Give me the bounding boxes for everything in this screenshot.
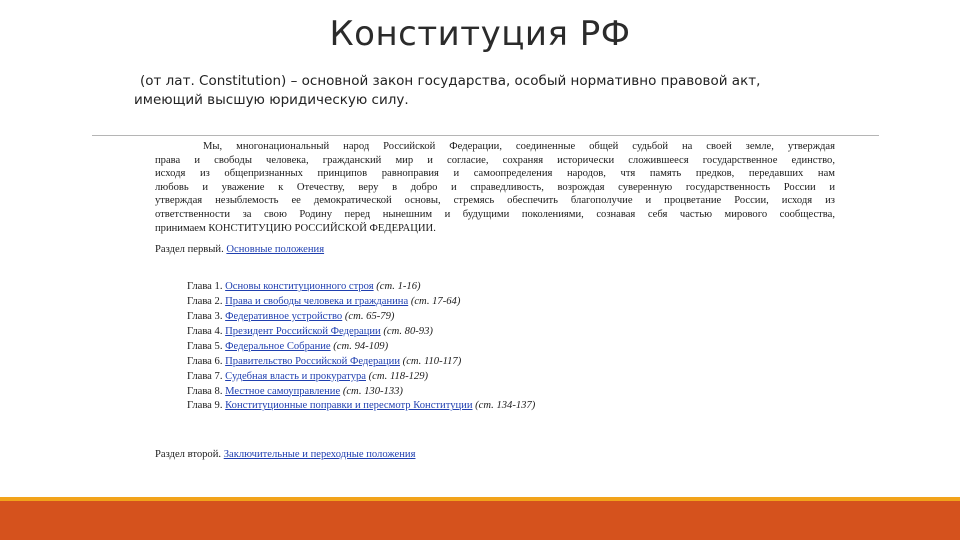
chapter-link[interactable]: Судебная власть и прокуратура [225,370,366,382]
chapter-link[interactable]: Конституционные поправки и пересмотр Конституции [225,400,473,412]
preamble-line: утверждая незыблемость ее демократической основы, стремясь обеспечить благополучие и процветание России, исходя из [155,195,835,207]
preamble-line: исходя из общепризнанных принципов равноправия и самоопределения народов, чтя память предков, передавших нам [155,168,835,180]
chapter-item [187,310,835,325]
chapter-range: (ст. 94-109) [333,340,389,352]
constitution-scan [155,140,835,462]
chapter-range: (ст. 118-129) [368,370,429,382]
chapter-item [187,295,835,310]
chapter-range: (ст. 65-79) [344,310,395,322]
chapter-link[interactable]: Местное самоуправление [225,385,341,397]
chapter-range: (ст. 130-133) [342,385,403,397]
chapter-range: (ст. 17-64) [410,296,461,308]
chapter-prefix: Глава 5. [187,340,223,352]
section-one [155,243,835,257]
section-two [155,448,835,462]
preamble-line: ответственности за свою Родину перед нынешним и будущими поколениями, сознавая себя частью мирового сообщества, [155,208,835,220]
chapter-item [187,399,835,414]
preamble-line: любовь и уважение к Отечеству, веру в добро и справедливость, возрождая суверенную государственность России и [155,181,835,193]
chapter-link[interactable]: Федеративное устройство [225,310,343,322]
section-prefix: Раздел второй. [155,449,222,461]
preamble-line: права и свободы человека, гражданский мир и согласие, сохраняя исторически сложившееся государственное единство, [155,154,835,166]
chapter-prefix: Глава 6. [187,355,223,367]
chapter-prefix: Глава 2. [187,296,223,308]
chapter-prefix: Глава 7. [187,370,223,382]
preamble [155,140,835,235]
chapter-link[interactable]: Президент Российской Федерации [225,325,381,337]
chapter-prefix: Глава 3. [187,310,223,322]
definition-line: имеющий высшую юридическую силу. [134,92,409,108]
chapter-item [187,385,835,400]
chapter-item [187,280,835,295]
chapter-list [187,280,835,414]
chapter-prefix: Глава 1. [187,281,223,293]
section-two-link[interactable]: Заключительные и переходные положения [223,449,416,461]
section-one-link[interactable]: Основные положения [226,244,325,256]
chapter-link[interactable]: Федеральное Собрание [225,340,331,352]
chapter-item [187,325,835,340]
section-prefix: Раздел первый. [155,244,224,256]
chapter-range: (ст. 134-137) [475,400,536,412]
chapter-prefix: Глава 9. [187,400,223,412]
chapter-range: (ст. 80-93) [383,325,433,337]
slide-title: Конституция РФ [329,14,631,54]
footer-bar [0,501,960,540]
chapter-link[interactable]: Права и свободы человека и гражданина [225,296,409,308]
preamble-line: Мы, многонациональный народ Российской Федерации, соединенные общей судьбой на своей земле, утверждая [203,141,835,152]
chapter-item [187,355,835,370]
chapter-range: (ст. 1-16) [376,281,421,293]
preamble-line: принимаем КОНСТИТУЦИЮ РОССИЙСКОЙ ФЕДЕРАЦИИ. [155,222,436,234]
chapter-link[interactable]: Правительство Российской Федерации [225,355,401,367]
definition-text [134,72,854,110]
definition-line: (от лат. Constitution) – основной закон государства, особый нормативно правовой акт, [140,73,761,89]
chapter-prefix: Глава 4. [187,325,223,337]
chapter-link[interactable]: Основы конституционного строя [225,281,374,293]
chapter-prefix: Глава 8. [187,385,223,397]
divider [92,135,879,136]
chapter-range: (ст. 110-117) [402,355,462,367]
chapter-item [187,370,835,385]
chapter-item [187,340,835,355]
